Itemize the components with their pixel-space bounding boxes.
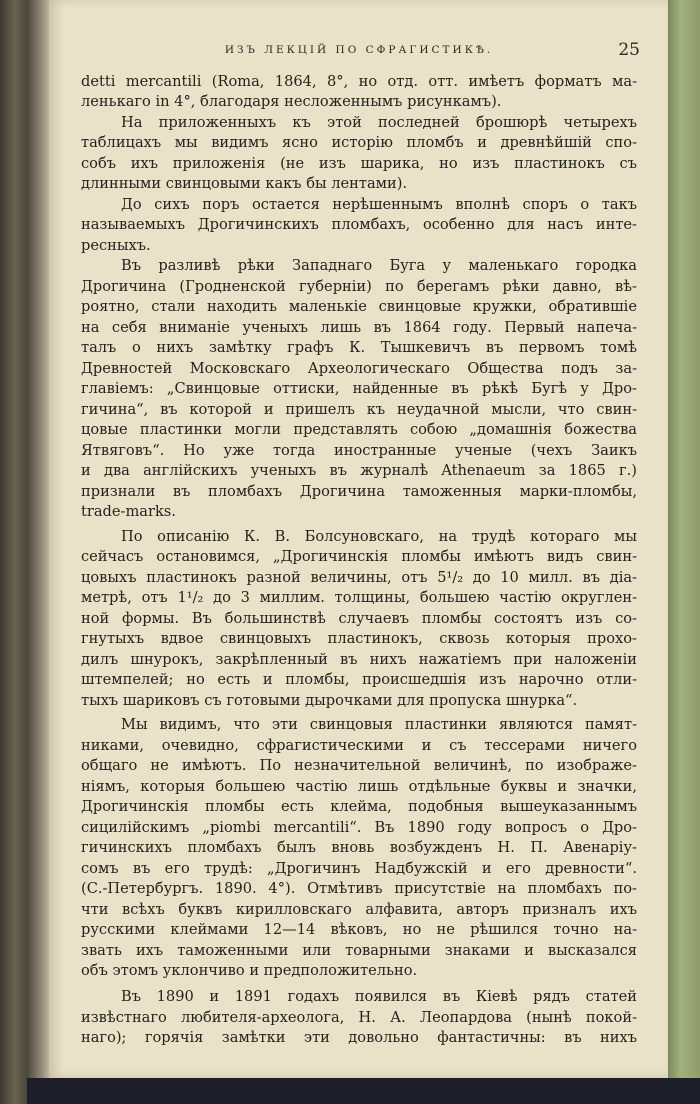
text-line: ной формы. Въ большинствѣ случаевъ пломбы состоятъ изъ со- [81,610,637,627]
text-line: Дрогичинскія пломбы есть клейма, подобныя вышеуказаннымъ [81,798,637,815]
text-line: гнутыхъ вдвое свинцовыхъ пластинокъ, сквозь которыя прохо- [81,630,637,647]
text-line: Дрогичина (Гродненской губерніи) по берегамъ рѣки давно, вѣ- [81,278,637,295]
text-line: длинными свинцовыми какъ бы лентами). [81,175,408,192]
text-line: таблицахъ мы видимъ ясно исторію пломбъ и древнѣйшій спо- [81,134,637,151]
text-line: называемыхъ Дрогичинскихъ пломбахъ, особенно для насъ инте- [81,216,637,233]
text-line: русскими клеймами 12—14 вѣковъ, но не рѣшился точно на- [81,921,637,938]
text-line: на себя вниманіе ученыхъ лишь въ 1864 году. Первый напеча- [81,319,637,336]
running-title: ИЗЪ ЛЕКЦІЙ ПО СФРАГИСТИКѢ. [224,44,494,56]
text-line: ленькаго in 4°, благодаря несложеннымъ рисункамъ). [81,93,502,110]
text-line: общаго не имѣютъ. По незначительной величинѣ, по изображе- [81,757,637,774]
text-line: До сихъ поръ остается нерѣшеннымъ вполнѣ споръ о такъ [121,196,637,213]
text-line: роятно, стали находить маленькіе свинцовые кружки, обратившіе [81,298,637,315]
text-line: наго); горячія замѣтки эти довольно фантастичны: въ нихъ [81,1029,637,1046]
text-line: цовыхъ пластинокъ разной величины, отъ 5¹/₂ до 10 милл. въ діа- [81,569,637,586]
text-line: признали въ пломбахъ Дрогичина таможенныя марки-пломбы, [81,483,637,500]
text-line: талъ о нихъ замѣтку графъ К. Тышкевичъ въ первомъ томѣ [81,339,637,356]
text-line: ресныхъ. [81,237,151,254]
text-line: На приложенныхъ къ этой последней брошюрѣ четырехъ [121,114,637,131]
text-line: trade-marks. [81,503,176,520]
facing-page-edge [27,0,49,1104]
text-line: никами, очевидно, сфрагистическими и съ тессерами ничего [81,737,637,754]
page-number: 25 [618,40,640,60]
text-line: гичина“, въ которой и пришелъ къ неудачной мысли, что свин- [81,401,637,418]
text-line: гичинскихъ пломбахъ былъ вновь возбужденъ Н. П. Авенаріу- [81,839,637,856]
text-line: объ этомъ уклончиво и предположительно. [81,962,418,979]
book-spine-edge [0,0,27,1104]
page-header [49,40,668,64]
text-line: Древностей Московскаго Археологическаго Общества подъ за- [81,360,637,377]
book-page [49,0,668,1078]
text-line: Въ 1890 и 1891 годахъ появился въ Кіевѣ рядъ статей [121,988,637,1005]
text-line: и два англійскихъ ученыхъ въ журналѣ Athenaeum за 1865 г.) [81,462,637,479]
text-line: Ятвяговъ“. Но уже тогда иностранные ученые (чехъ Заикъ [81,442,637,459]
text-line: метрѣ, отъ 1¹/₂ до 3 миллим. толщины, большею частію округлен- [81,589,637,606]
text-line: тыхъ шариковъ съ готовыми дырочками для пропуска шнурка“. [81,692,578,709]
text-line: сицилійскимъ „piombi mercantili“. Въ 1890 году вопросъ о Дро- [81,819,637,836]
text-line: сейчасъ остановимся, „Дрогичинскія пломбы имѣютъ видъ свин- [81,548,637,565]
text-line: detti mercantili (Roma, 1864, 8°, но отд. отт. имѣетъ форматъ ма- [81,73,637,90]
text-line: По описанію К. В. Болсуновскаго, на трудѣ котораго мы [121,528,637,545]
text-line: дилъ шнурокъ, закрѣпленный въ нихъ нажатіемъ при наложеніи [81,651,637,668]
text-line: цовые пластинки могли представлять собою „домашнія божества [81,421,637,438]
text-line: Мы видимъ, что эти свинцовыя пластинки являются памят- [121,716,637,733]
text-line: извѣстнаго любителя-археолога, Н. А. Леопардова (нынѣ покой- [81,1009,637,1026]
text-line: Въ разливѣ рѣки Западнаго Буга у маленькаго городка [121,257,637,274]
text-line: (С.-Петербургъ. 1890. 4°). Отмѣтивъ присутствіе на пломбахъ по- [81,880,637,897]
text-line: собъ ихъ приложенія (не изъ шарика, но изъ пластинокъ съ [81,155,637,172]
text-line: чти всѣхъ буквъ кирилловскаго алфавита, авторъ призналъ ихъ [81,901,637,918]
text-line: штемпелей; но есть и пломбы, происшедшія изъ нарочно отли- [81,671,637,688]
book-bottom-edge [27,1078,700,1104]
text-line: звать ихъ таможенными или товарными знаками и высказался [81,942,637,959]
text-line: сомъ въ его трудѣ: „Дрогичинъ Надбужскій и его древности“. [81,860,637,877]
text-line: главіемъ: „Свинцовые оттиски, найденные въ рѣкѣ Бугѣ у Дро- [81,380,637,397]
text-line: ніямъ, которыя большею частію лишь отдѣльные буквы и значки, [81,778,637,795]
book-cover-edge [668,0,700,1104]
